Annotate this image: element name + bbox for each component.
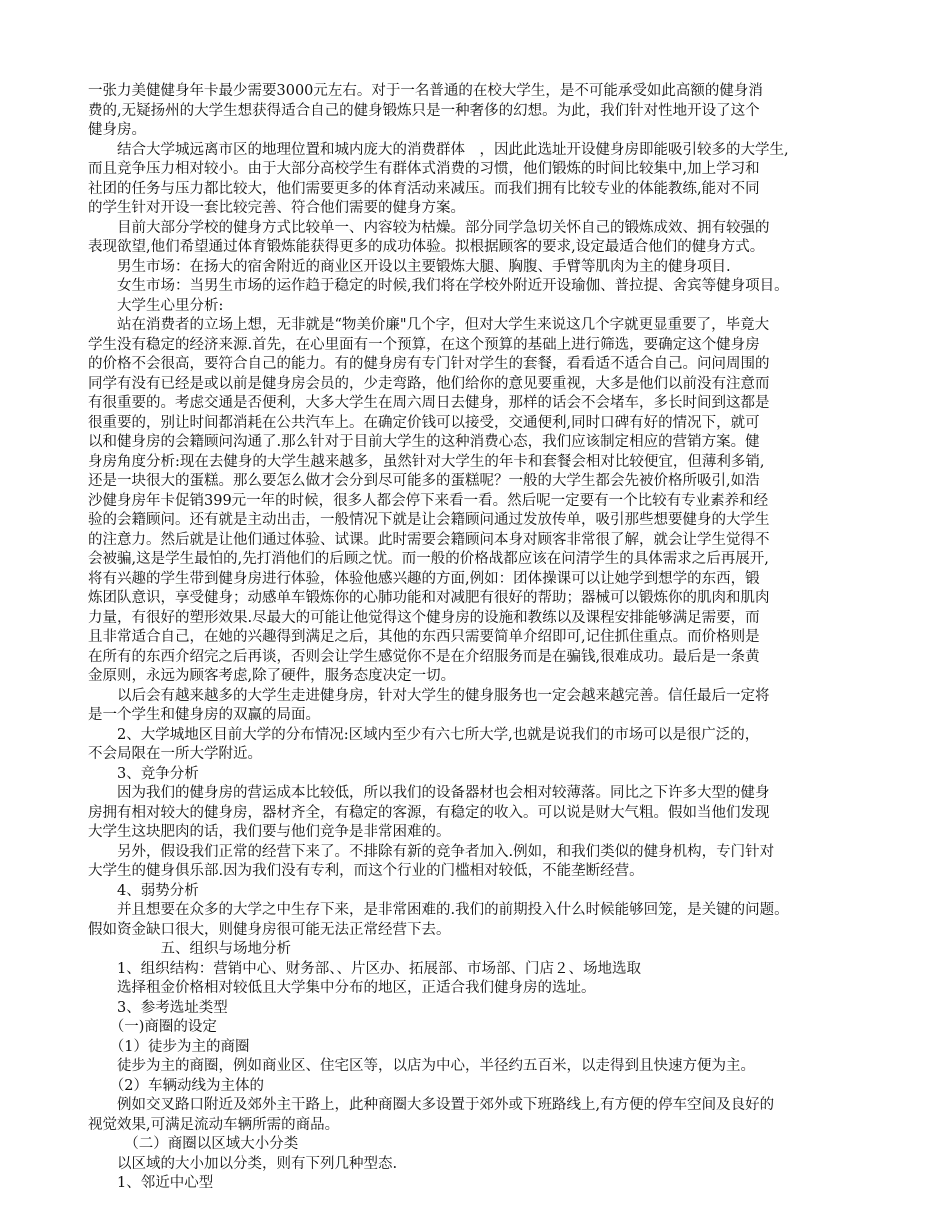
text-line: 以区域的大小加以分类，则有下列几种型态.	[88, 1155, 398, 1172]
text-line: 会被骗,这是学生最怕的,先打消他们的后顾之忧。而一般的价格战都应该在问清学生的具体需求之后再展开,	[88, 551, 769, 567]
text-line: 4、弱势分析	[88, 882, 199, 899]
text-line: 徒步为主的商圈，例如商业区、住宅区等，以店为中心，半径约五百米，以走得到且快速方便为主。	[88, 1058, 755, 1074]
text-line: 而且竞争压力相对较小。由于大部分高校学生有群体式消费的习惯，他们锻炼的时间比较集中,加上学习和	[88, 161, 760, 177]
text-line: 1、邻近中心型	[88, 1175, 214, 1191]
text-line: 假如资金缺口很大，则健身房很可能无法正常经营下去。	[88, 921, 451, 938]
text-line: 身房角度分析:现在去健身的大学生越来越多，虽然针对大学生的年卡和套餐会相对比较便宜，但薄利多销,	[88, 453, 765, 470]
text-line: 以和健身房的会籍顾问沟通了.那么针对于目前大学生的这种消费心态，我们应该制定相应的营销方案。健	[88, 434, 760, 450]
text-line: 因为我们的健身房的营运成本比较低，所以我们的设备器材也会相对较薄落。同比之下许多大型的健身	[88, 785, 770, 801]
text-line: （1）徒步为主的商圈	[88, 1038, 250, 1055]
text-line: 不会局限在一所大学附近。	[88, 746, 262, 762]
text-line: 学生没有稳定的经济来源.首先，在心里面有一个预算，在这个预算的基础上进行筛选，要确定这个健身房	[88, 336, 760, 353]
text-line: 3、参考选址类型	[88, 999, 228, 1016]
text-line: 女生市场：当男生市场的运作趋于稳定的时候,我们将在学校外附近开设瑜伽、普拉提、舍宾等健身项目。	[88, 278, 789, 294]
text-line: 选择租金价格相对较低且大学集中分布的地区，正适合我们健身房的选址。	[88, 980, 596, 996]
text-line: 炼团队意识，享受健身；动感单车锻炼你的心肺功能和对减肥有很好的帮助；器械可以锻炼你的肌肉和肌肉	[88, 590, 770, 606]
text-line: 另外，假设我们正常的经营下来了。不排除有新的竞争者加入.例如，和我们类似的健身机构，专门针对	[88, 843, 775, 860]
text-line: 站在消费者的立场上想，无非就是“物美价廉"几个字，但对大学生来说这几个字就更显重要了，毕竟大	[88, 317, 770, 333]
text-line: 男生市场：在扬大的宿舍附近的商业区开设以主要锻炼大腿、胸腹、手臂等肌肉为主的健身项目.	[88, 258, 731, 275]
text-line: 2、大学城地区目前大学的分布情况:区域内至少有六七所大学,也就是说我们的市场可以是很广泛的，	[88, 726, 760, 743]
text-line: 费的,无疑扬州的大学生想获得适合自己的健身锻炼只是一种奢侈的幻想。为此，我们针对性地开设了这个	[88, 102, 760, 119]
text-line: （二）商圈以区域大小分类	[88, 1136, 299, 1152]
text-line: 将有兴趣的学生带到健身房进行体验，体验他感兴趣的方面,例如：团体操课可以让她学到想学的东西，锻	[88, 570, 760, 587]
text-line: 金原则，永远为顾客考虑,除了硬件，服务态度决定一切。	[88, 668, 456, 684]
text-line: 例如交叉路口附近及郊外主干路上，此种商圈大多设置于郊外或下班路线上,有方便的停车空间及良好的	[88, 1097, 775, 1113]
text-line: 结合大学城远离市区的地理位置和城内庞大的消费群体 ，因此此选址开设健身房即能吸引较多的大学生,	[88, 141, 789, 158]
text-line: 还是一块很大的蛋糕。那么要怎么做才会分到尽可能多的蛋糕呢？一般的大学生都会先被价格所吸引,如浩	[88, 473, 760, 489]
text-line: 验的会籍顾问。还有就是主动出击，一般情况下就是让会籍顾问通过发放传单，吸引那些想要健身的大学生	[88, 512, 770, 528]
text-line: 3、竞争分析	[88, 765, 199, 782]
text-line: 很重要的，别让时间都消耗在公共汽车上。在确定价钱可以接受，交通便利,同时口碑有好的情况下，就可	[88, 414, 760, 431]
text-line: 的学生针对开设一套比较完善、符合他们需要的健身方案。	[88, 200, 465, 216]
text-line: 1、组织结构：营销中心、财务部、、片区办、拓展部、市场部、门店２、场地选取	[88, 960, 641, 977]
text-line: 同学有没有已经是或以前是健身房会员的，少走弯路，他们给你的意见要重视，大多是他们以前没有注意而	[88, 375, 770, 392]
text-line: 沙健身房年卡促销399元一年的时候，很多人都会停下来看一看。然后呢一定要有一个比较有专业素养和经	[88, 492, 769, 509]
text-line: 大学生的健身俱乐部.因为我们没有专利，而这个行业的门槛相对较低，不能垄断经营。	[88, 863, 644, 879]
text-line: 的注意力。然后就是让他们通过体验、试课。此时需要会籍顾问本身对顾客非常很了解，就会让学生觉得不	[88, 531, 770, 548]
text-line: 有很重要的。考虑交通是否便利，大多大学生在周六周日去健身，那样的话会不会堵车，多长时间到这都是	[88, 395, 770, 411]
text-line: （一)商圈的设定	[88, 1019, 217, 1035]
text-line: 是一个学生和健身房的双赢的局面。	[88, 707, 320, 723]
text-line: 目前大部分学校的健身方式比较单一、内容较为枯燥。部分同学急切关怀自己的锻炼成效、拥有较强的	[88, 219, 770, 236]
document-body	[88, 82, 870, 1194]
text-line: 并且想要在众多的大学之中生存下来，是非常困难的.我们的前期投入什么时候能够回笼，是关键的问题。	[88, 902, 789, 918]
text-line: 大学生心里分析:	[88, 297, 224, 314]
text-line: 房拥有相对较大的健身房，器材齐全，有稳定的客源，有稳定的收入。可以说是财大气粗。假如当他们发现	[88, 804, 770, 821]
text-line: 在所有的东西介绍完之后再谈，否则会让学生感觉你不是在介绍服务而是在骗钱,很难成功。最后是一条黄	[88, 648, 760, 665]
text-line: 视觉效果,可满足流动车辆所需的商品。	[88, 1116, 340, 1133]
text-line: 以后会有越来越多的大学生走进健身房，针对大学生的健身服务也一定会越来越完善。信任最后一定将	[88, 687, 770, 704]
text-line: 的价格不会很高，要符合自己的能力。有的健身房有专门针对学生的套餐，看看适不适合自己。问问周围的	[88, 356, 770, 372]
text-line: 大学生这块肥肉的话，我们要与他们竞争是非常困难的。	[88, 824, 451, 840]
text-line: 力量，有很好的塑形效果.尽最大的可能让他觉得这个健身房的设施和教练以及课程安排能够满足需要，而	[88, 609, 760, 626]
text-line: （2）车辆动线为主体的	[88, 1077, 264, 1094]
text-line: 健身房。	[88, 122, 146, 138]
text-line: 且非常适合自己，在她的兴趣得到满足之后，其他的东西只需要简单介绍即可,记住抓住重点。而价格则是	[88, 629, 760, 645]
text-line: 一张力美健健身年卡最少需要3000元左右。对于一名普通的在校大学生，是不可能承受如此高额的健身消	[88, 83, 763, 99]
text-line: 社团的任务与压力都比较大，他们需要更多的体育活动来减压。而我们拥有比较专业的体能教练,能对不同	[88, 180, 760, 197]
text-line: 五、组织与场地分析	[88, 941, 291, 957]
text-line: 表现欲望,他们希望通过体育锻炼能获得更多的成功体验。拟根据顾客的要求,设定最适合他们的健身方式。	[88, 239, 765, 255]
